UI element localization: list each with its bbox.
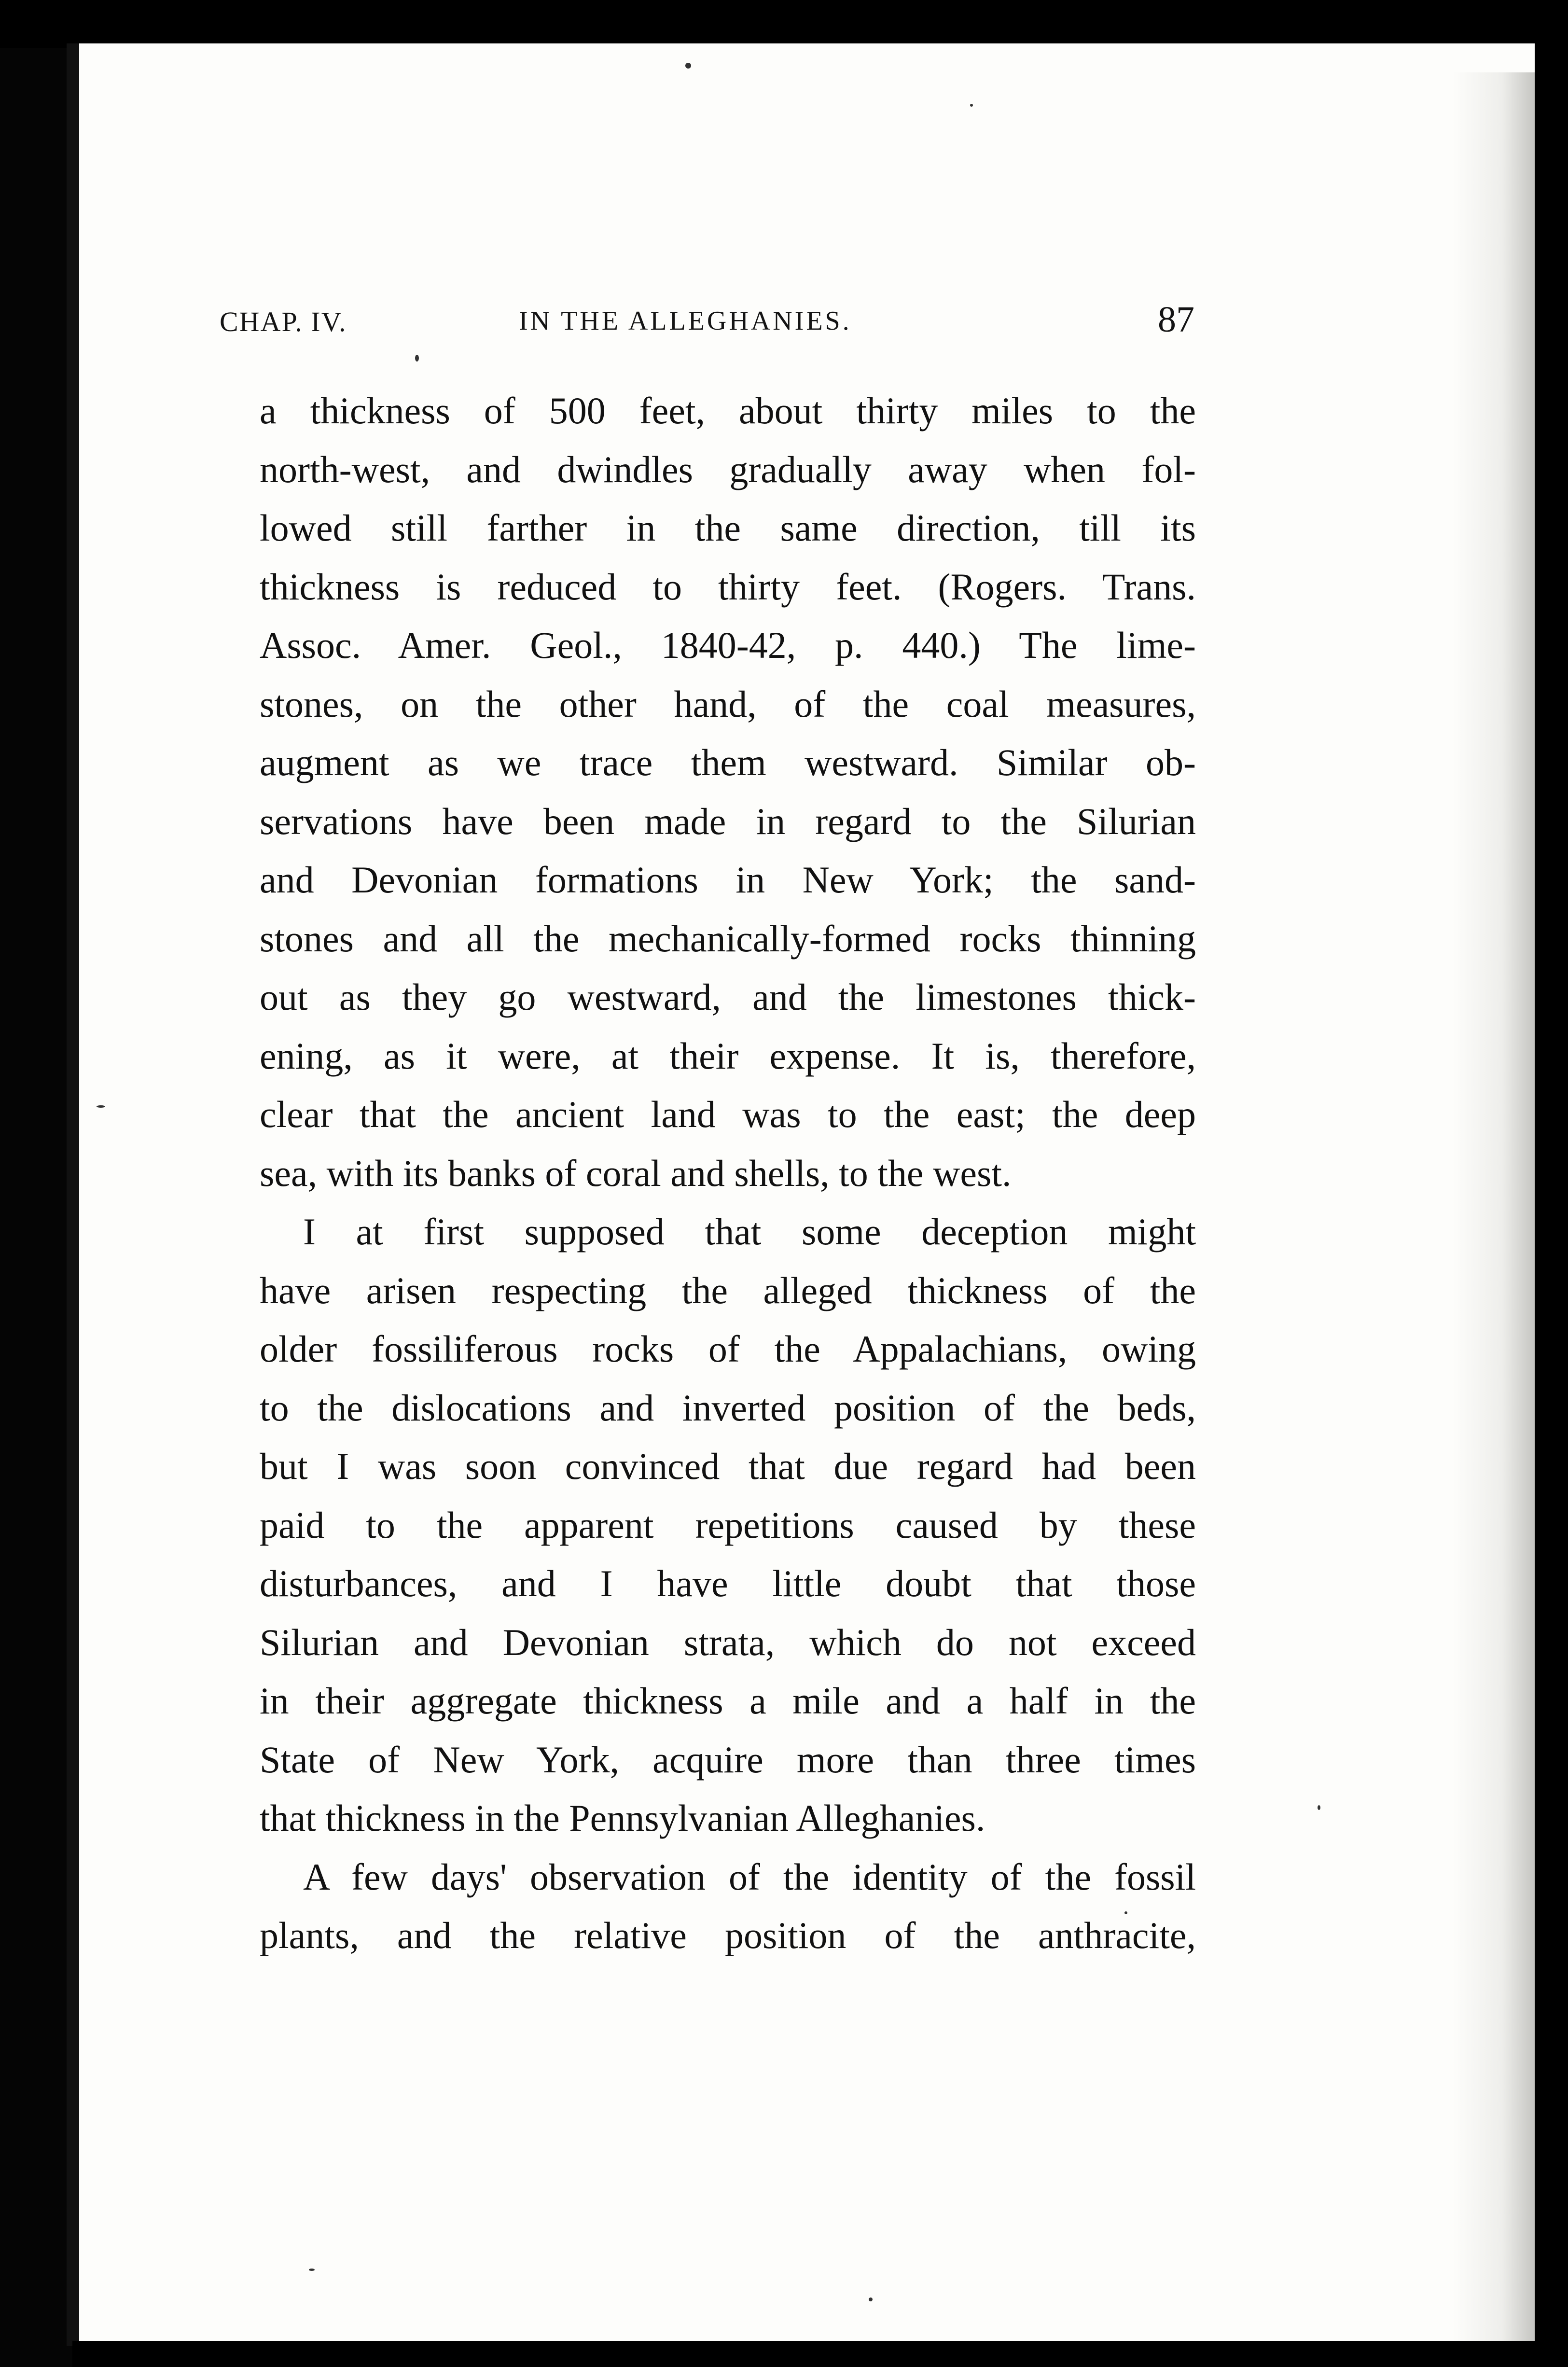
speck xyxy=(869,2297,873,2301)
text-line: but I was soon convinced that due regard had been xyxy=(260,1445,1196,1487)
text-line: disturbances, and I have little doubt that those xyxy=(260,1562,1196,1604)
text-line: lowed still farther in the same direction, till its xyxy=(260,507,1196,549)
paragraph-3 xyxy=(260,1848,1196,1965)
text-line: that thickness in the Pennsylvanian Alleghanies. xyxy=(260,1797,985,1839)
page-left-edge xyxy=(67,43,79,2346)
text-line: a thickness of 500 feet, about thirty miles to the xyxy=(260,390,1196,432)
speck xyxy=(309,2269,315,2271)
scan-right-border xyxy=(1535,43,1568,2367)
text-line: and Devonian formations in New York; the sand- xyxy=(260,859,1196,901)
paragraph-1 xyxy=(260,381,1196,1202)
speck xyxy=(970,104,973,107)
text-line: A few days' observation of the identity of the fossil xyxy=(303,1855,1196,1898)
text-line: stones and all the mechanically-formed rocks thinning xyxy=(260,917,1196,960)
text-line: clear that the ancient land was to the east; the deep xyxy=(260,1093,1196,1135)
text-line: have arisen respecting the alleged thickness of the xyxy=(260,1269,1196,1311)
chapter-label: CHAP. IV. xyxy=(220,306,347,337)
speck xyxy=(97,1105,105,1108)
text-line: out as they go westward, and the limestones thick- xyxy=(260,976,1196,1018)
text-line: servations have been made in regard to the Silurian xyxy=(260,800,1196,842)
running-header xyxy=(220,299,1194,345)
text-line: Silurian and Devonian strata, which do not exceed xyxy=(260,1621,1196,1663)
text-line: older fossiliferous rocks of the Appalachians, owing xyxy=(260,1328,1196,1370)
scan-top-border xyxy=(0,0,1568,48)
text-line: I at first supposed that some deception might xyxy=(303,1211,1196,1253)
text-line: augment as we trace them westward. Similar ob- xyxy=(260,741,1196,783)
text-line: State of New York, acquire more than three times xyxy=(260,1738,1196,1781)
text-line: north-west, and dwindles gradually away when fol- xyxy=(260,448,1196,490)
text-line: Assoc. Amer. Geol., 1840-42, p. 440.) The lime- xyxy=(260,624,1196,666)
body-text xyxy=(260,381,1196,1965)
speck xyxy=(415,355,419,362)
scan-bottom-border xyxy=(72,2341,1568,2367)
text-line: paid to the apparent repetitions caused by these xyxy=(260,1504,1196,1546)
text-line: to the dislocations and inverted position of the beds, xyxy=(260,1386,1196,1429)
page-number: 87 xyxy=(1158,299,1194,340)
paragraph-2 xyxy=(260,1202,1196,1848)
text-line: plants, and the relative position of the anthracite, xyxy=(260,1914,1196,1956)
speck xyxy=(685,63,691,69)
running-title: IN THE ALLEGHANIES. xyxy=(519,306,852,336)
text-line: stones, on the other hand, of the coal measures, xyxy=(260,682,1196,725)
text-line: sea, with its banks of coral and shells, to the west. xyxy=(260,1152,1012,1194)
text-line: in their aggregate thickness a mile and a half in the xyxy=(260,1680,1196,1722)
text-line: thickness is reduced to thirty feet. (Rogers. Trans. xyxy=(260,565,1196,608)
speck xyxy=(1124,1911,1127,1914)
text-line: ening, as it were, at their expense. It is, therefore, xyxy=(260,1034,1196,1077)
speck xyxy=(1318,1805,1320,1810)
page-gutter-shadow xyxy=(1453,72,1535,2341)
